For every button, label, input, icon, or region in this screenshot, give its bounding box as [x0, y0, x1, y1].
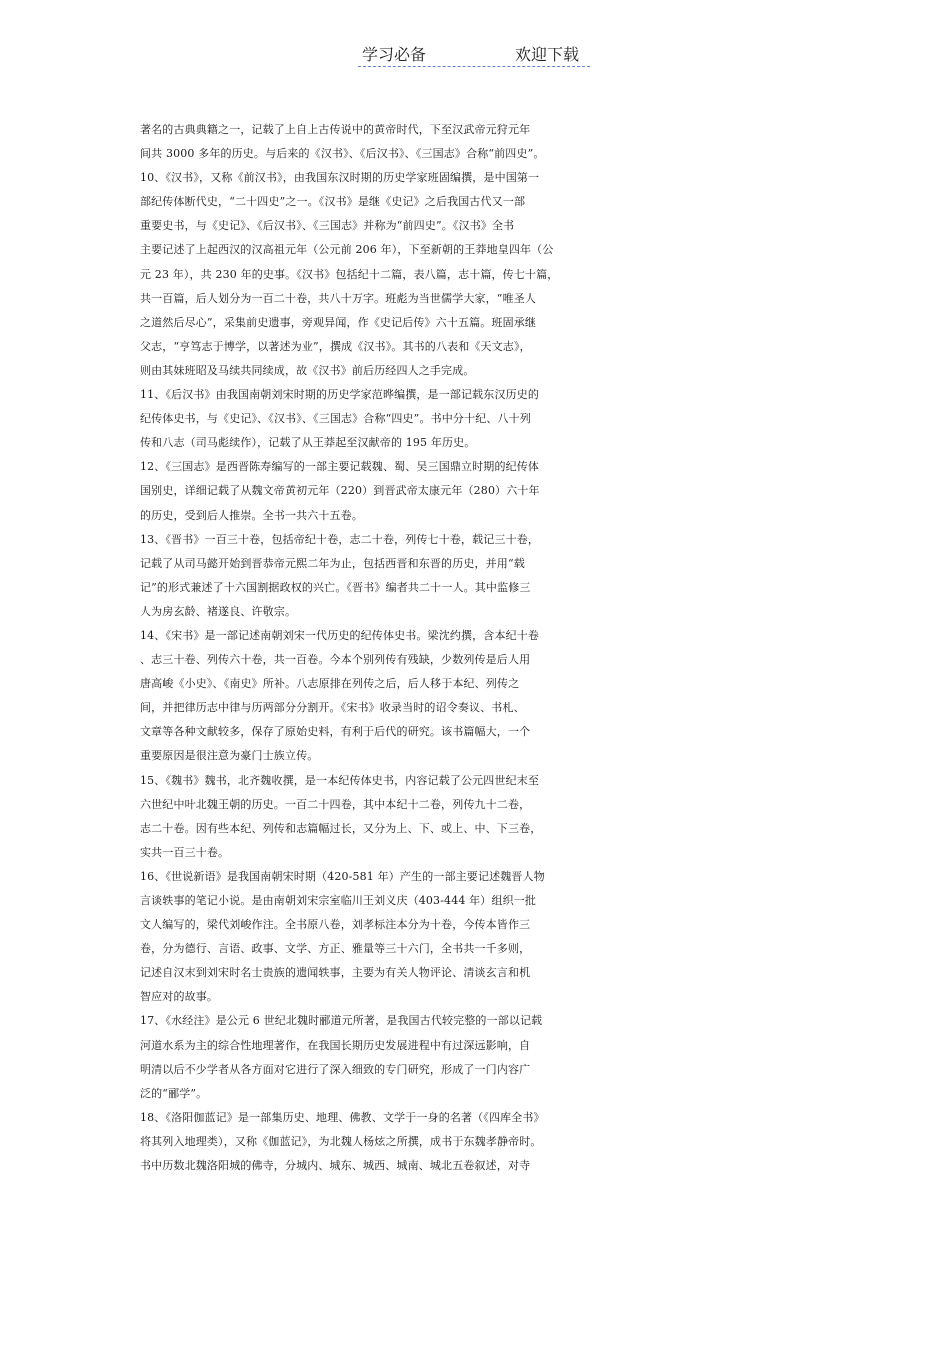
text-line: 卷，分为德行、言语、政事、文学、方正、雅量等三十六门，全书共一千多则， — [140, 942, 531, 956]
text-line: 17、《水经注》是公元 6 世纪北魏时郦道元所著，是我国古代较完整的一部以记载 — [140, 1014, 543, 1028]
text-line: 16、《世说新语》是我国南朝宋时期（420-581 年）产生的一部主要记述魏晋人物 — [140, 869, 545, 883]
header-right-text: 欢迎下载 — [515, 45, 580, 64]
text-line: 记”的形式兼述了十六国割据政权的兴亡。《晋书》编者共二十一人。其中监修三 — [140, 580, 531, 594]
text-line: 、志三十卷、列传六十卷，共一百卷。今本个别列传有残缺，少数列传是后人用 — [140, 653, 531, 667]
text-line: 12、《三国志》是西晋陈寿编写的一部主要记载魏、蜀、吴三国鼎立时期的纪传体 — [140, 460, 540, 474]
text-line: 10、《汉书》，又称《前汉书》，由我国东汉时期的历史学家班固编撰，是中国第一 — [140, 171, 540, 185]
text-line: 记载了从司马懿开始到晋恭帝元熙二年为止，包括西晋和东晋的历史，并用“载 — [140, 556, 525, 570]
text-line: 之道然后尽心”，采集前史遗事，旁观异闻，作《史记后传》六十五篇。班固承继 — [140, 315, 537, 329]
text-line: 主要记述了上起西汉的汉高祖元年（公元前 206 年），下至新朝的王莽地皇四年（公 — [140, 243, 554, 257]
text-line: 国别史，详细记载了从魏文帝黄初元年（220）到晋武帝太康元年（280）六十年 — [140, 484, 540, 498]
text-line: 六世纪中叶北魏王朝的历史。一百二十四卷，其中本纪十二卷，列传九十二卷， — [140, 797, 531, 811]
text-line: 13、《晋书》一百三十卷，包括帝纪十卷，志二十卷，列传七十卷，载记三十卷， — [140, 532, 540, 546]
text-line: 部纪传体断代史，“二十四史”之一。《汉书》是继《史记》之后我国古代又一部 — [140, 195, 526, 209]
text-line: 言谈轶事的笔记小说。是由南朝刘宋宗室临川王刘义庆（403-444 年）组织一批 — [140, 894, 537, 907]
text-line: 人为房玄龄、褚遂良、许敬宗。 — [140, 604, 297, 618]
text-line: 14、《宋书》是一部记述南朝刘宋一代历史的纪传体史书。梁沈约撰，含本纪十卷 — [140, 628, 540, 642]
text-line: 泛的“郦学”。 — [140, 1086, 208, 1100]
text-line: 书中历数北魏洛阳城的佛寺，分城内、城东、城西、城南、城北五卷叙述，对寺 — [140, 1159, 531, 1173]
text-line: 的历史，受到后人推崇。全书一共六十五卷。 — [140, 508, 363, 522]
page-header — [358, 40, 590, 67]
text-line: 重要原因是很注意为豪门士族立传。 — [140, 749, 319, 763]
text-line: 实共一百三十卷。 — [140, 845, 230, 859]
text-line: 著名的古典典籍之一，记载了上自上古传说中的黄帝时代，下至汉武帝元狩元年 — [140, 123, 531, 136]
text-line: 15、《魏书》魏书，北齐魏收撰，是一本纪传体史书，内容记载了公元四世纪末至 — [140, 773, 540, 787]
text-line: 记述自汉末到刘宋时名士贵族的遗闻轶事，主要为有关人物评论、清谈玄言和机 — [140, 966, 531, 980]
text-line: 元 23 年），共 230 年的史事。《汉书》包括纪十二篇，表八篇，志十篇，传七十篇， — [140, 267, 559, 281]
text-line: 纪传体史书，与《史记》、《汉书》、《三国志》合称“四史”。书中分十纪、八十列 — [140, 412, 531, 426]
text-line: 则由其妹班昭及马续共同续成，故《汉书》前后历经四人之手完成。 — [140, 363, 475, 377]
text-line: 间，并把律历志中律与历两部分分割开。《宋书》收录当时的诏令奏议、书札、 — [140, 701, 525, 715]
text-line: 重要史书，与《史记》、《后汉书》、《三国志》并称为“前四史”。《汉书》全书 — [140, 219, 515, 233]
text-line: 间共 3000 多年的历史。与后来的《汉书》、《后汉书》、《三国志》合称“前四史”。 — [140, 147, 545, 161]
text-line: 共一百篇，后人划分为一百二十卷，共八十万字。班彪为当世儒学大家，“唯圣人 — [140, 291, 537, 305]
text-line: 志二十卷。因有些本纪、列传和志篇幅过长，又分为上、下、或上、中、下三卷， — [140, 821, 542, 835]
text-line: 11、《后汉书》由我国南朝刘宋时期的历史学家范晔编撰，是一部记载东汉历史的 — [140, 388, 540, 402]
body-text — [140, 118, 820, 1178]
text-line: 智应对的故事。 — [140, 990, 219, 1004]
text-line: 将其列入地理类），又称《伽蓝记》，为北魏人杨炫之所撰，成书于东魏孝静帝时。 — [140, 1134, 542, 1148]
text-line: 明清以后不少学者从各方面对它进行了深入细致的专门研究，形成了一门内容广 — [140, 1062, 531, 1076]
text-line: 传和八志（司马彪续作），记载了从王莽起至汉献帝的 195 年历史。 — [140, 436, 476, 450]
text-line: 文章等各种文献较多，保存了原始史料，有利于后代的研究。该书篇幅大，一个 — [140, 725, 531, 739]
text-line: 文人编写的，梁代刘峻作注。全书原八卷，刘孝标注本分为十卷，今传本皆作三 — [140, 918, 531, 932]
text-line: 18、《洛阳伽蓝记》是一部集历史、地理、佛教、文学于一身的名著（《四库全书》 — [140, 1110, 545, 1124]
text-line: 河道水系为主的综合性地理著作，在我国长期历史发展进程中有过深远影响，自 — [140, 1038, 531, 1052]
text-line: 唐高峻《小史》、《南史》所补。八志原排在列传之后，后人移于本纪、列传之 — [140, 677, 520, 691]
header-left-text: 学习必备 — [362, 45, 427, 64]
text-line: 父志，“亨笃志于博学，以著述为业”，撰成《汉书》。其书的八表和《天文志》， — [140, 339, 531, 353]
